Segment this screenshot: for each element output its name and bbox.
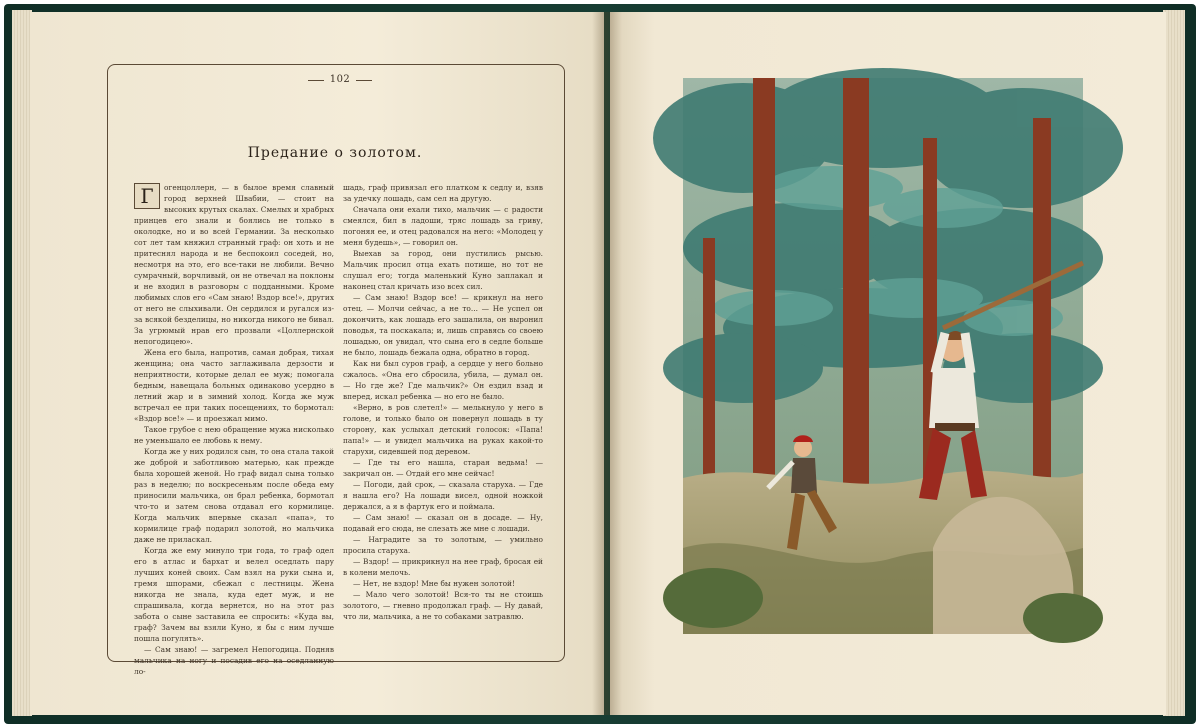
paragraph: Как ни был суров граф, а сердце у него больно сжалось. «Она его сбросила, убила, — думал он. — Но где же? Где мальчик?» Он ездил взад и вперед, искал ребенка — но его не было. — [343, 359, 543, 401]
paragraph: — Сам знаю! — загремел Непогодица. Подняв мальчика на ногу и посадив его на оседланную ло- — [134, 645, 334, 676]
page-edges-left — [12, 10, 32, 716]
paragraph: Когда же ему минуло три года, то граф одел его в атлас и бархат и велел оседлать пару лучших коней своих. Сам взял на руки сына и, гремя шпорами, сбежал с лестницы. Жена никогда не знала, куда едет муж, и не спрашивала, когда вернется, но на этот раз забота о сыне заставила ее спросить: «Куда вы, граф? Зачем вы взяли Куно, я бы с ним лучше пошла погулять». — [134, 546, 334, 643]
paragraph: шадь, граф привязал его платком к седлу и, взяв за удечку лошадь, сам сел на другую. — [343, 183, 543, 203]
paragraph: Такое грубое с нею обращение мужа нисколько не уменьшало ее любовь к нему. — [134, 425, 334, 445]
paragraph: — Погоди, дай срок, — сказала старуха. — Где я нашла его? На лошади висел, одной ножкой держался, а я в фартук его и поймала. — [343, 480, 543, 511]
page-edges-right — [1163, 10, 1185, 716]
paragraph: — Сам знаю! — сказал он в досаде. — Ну, подавай его сюда, не слезать же мне с лошади. — [343, 513, 543, 533]
paragraph: Жена его была, напротив, самая добрая, тихая женщина; она часто заглаживала дерзости и неприятности, которые делал ее муж; помогала бедным, навещала больных одинаково усердно в летний жар и в зимний холод. Когда же муж встречал ее при таких посещениях, то бормотал: «Вздор все!» — и проезжал мимо. — [134, 348, 334, 423]
paragraph: огенцоллерн, — в былое время славный город верхней Швабии, — стоит на высоких крутых скалах. Смелых и храбрых принцев его знали и боялись не только в околодке, но и во всей Германии. За несколько сот лет там княжил странный граф: он хоть и не притеснял народа и не беспокоил соседей, но, несмотря на это, его все-таки не любили. Вечно сумрачный, ворчливый, он не отвечал на поклоны и не входил в разговоры с подданными. Кроме любимых слов его «Сам знаю! Вздор все!», других от него не слыхивали. Он сердился и ругался из-за всякой безделицы, но никогда никого не бивал. За угрюмый нрав его прозвали «Цоллернской непогодицею». — [134, 183, 334, 346]
drop-cap: Г — [134, 183, 160, 209]
paragraph: — Вздор! — прикрикнул на нее граф, бросая ей в колени мелочь. — [343, 557, 543, 577]
spine-shadow — [592, 12, 622, 715]
paragraph: «Верно, в ров слетел!» — мелькнуло у него в голове, и только было он повернул лошадь в ту сторону, как услыхал детский голосок: «Папа! папа!» — и увидел мальчика на руках какой-то старухи, сидевшей под деревом. — [343, 403, 543, 456]
illustration-artwork — [683, 78, 1083, 634]
story-title: Предание о золотом. — [247, 145, 423, 161]
paragraph: — Наградите за то золотым, — умильно просила старуха. — [343, 535, 543, 555]
page-number: 102 — [329, 74, 351, 85]
text-column-right — [343, 182, 543, 640]
forest-illustration — [683, 78, 1083, 634]
paragraph: Сначала они ехали тихо, мальчик — с радости смеялся, бил в ладоши, тряс лошадь за гриву, погоняя ее, и отец радовался на него: «Молодец у меня будешь», — говорил он. — [343, 205, 543, 247]
paragraph: — Нет, не вздор! Мне бы нужен золотой! — [353, 579, 515, 588]
text-column-left — [134, 182, 334, 676]
paragraph: — Сам знаю! Вздор все! — крикнул на него отец. — Молчи сейчас, а не то... — Не успел он докончить, как лошадь его зашалила, он выронил поводья, та поскакала; и, лишь справясь со своею лошадью, он увидал, что сына его в седле больше не было, лошадь бежала одна, обратно в город. — [343, 293, 543, 357]
background-foliage — [653, 68, 1123, 403]
paragraph: — Где ты его нашла, старая ведьма! — закричал он. — Отдай его мне сейчас! — [343, 458, 543, 478]
paragraph: Выехав за город, они пустились рысью. Мальчик просил отца ехать потише, но тот не слушал его; тогда маленький Куно заплакал и наконец стал кричать изо всех сил. — [343, 249, 543, 291]
paragraph: — Мало чего золотой! Вся-то ты не стоишь золотого, — гневно продолжал граф. — Ну давай, что ли, мальчика, а не то собаками затравлю. — [343, 590, 543, 621]
paragraph: Когда же у них родился сын, то она стала такой же доброй и заботливою матерью, как прежде была хорошей женой. Но граф видал сына только раз в неделю; по воскресеньям после обеда ему приносили мальчика, он брал ребенка, бормотал что-то и затем снова отдавал его кормилице. Когда мальчик впервые сказал «папа», то кормилице граф подарил золотой, но мальчика даже не приласкал. — [134, 447, 334, 544]
page-number-ornament-right — [356, 80, 372, 81]
